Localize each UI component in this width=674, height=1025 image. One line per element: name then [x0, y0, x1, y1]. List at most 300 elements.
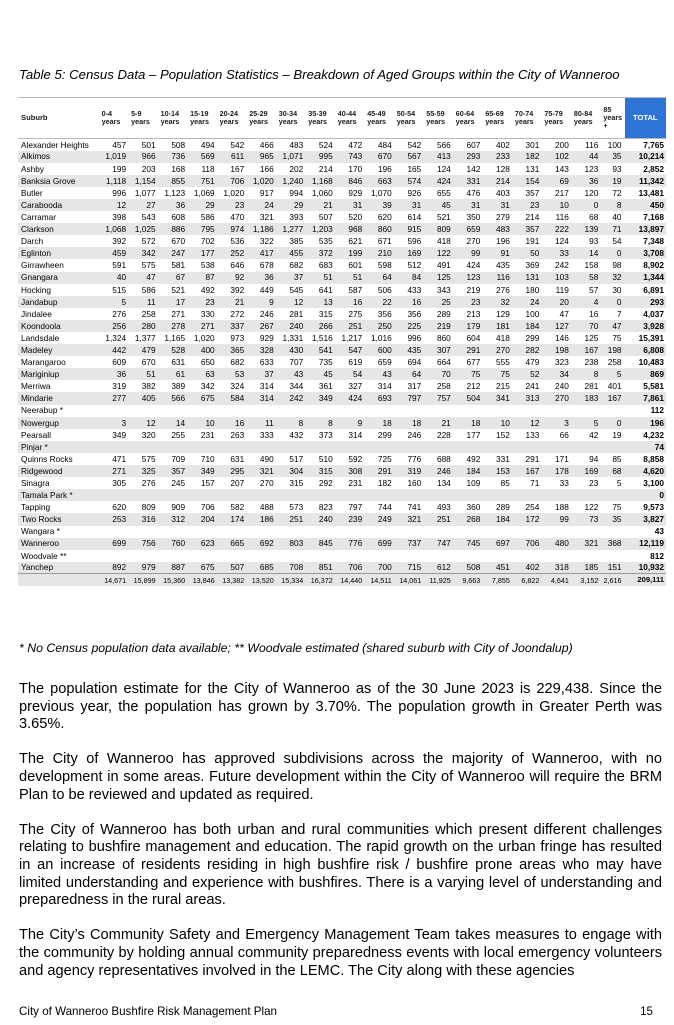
suburb-name-cell: Yanchep — [18, 562, 100, 574]
table-row — [18, 562, 666, 574]
table-cell: 178 — [542, 465, 572, 477]
total-cell: 8,858 — [625, 453, 666, 465]
table-cell: 100 — [601, 139, 624, 151]
total-cell: 7,765 — [625, 139, 666, 151]
table-cell: 85 — [601, 453, 624, 465]
table-cell — [454, 526, 484, 538]
total-cell: 15,391 — [625, 332, 666, 344]
table-cell: 191 — [513, 235, 543, 247]
table-cell: 1,217 — [336, 332, 366, 344]
table-cell: 198 — [542, 344, 572, 356]
table-cell: 10 — [188, 417, 218, 429]
table-cell: 776 — [336, 538, 366, 550]
table-cell: 64 — [365, 272, 395, 284]
table-row — [18, 151, 666, 163]
table-cell: 10 — [542, 199, 572, 211]
table-cell: 631 — [218, 453, 248, 465]
table-cell: 167 — [601, 392, 624, 404]
table-cell: 246 — [247, 308, 277, 320]
table-cell: 1,077 — [129, 187, 159, 199]
table-cell: 180 — [513, 284, 543, 296]
table-cell: 44 — [572, 151, 602, 163]
table-cell: 212 — [454, 380, 484, 392]
table-cell: 929 — [247, 332, 277, 344]
table-cell: 735 — [306, 356, 336, 368]
table-cell: 451 — [483, 562, 513, 574]
table-cell: 331 — [483, 453, 513, 465]
table-cell: 349 — [100, 429, 130, 441]
suburb-name-cell: Tamala Park * — [18, 489, 100, 501]
table-row — [18, 513, 666, 525]
table-cell: 1,516 — [306, 332, 336, 344]
table-cell: 664 — [424, 356, 454, 368]
total-cell: 3,928 — [625, 320, 666, 332]
table-cell — [218, 489, 248, 501]
suburb-name-cell: Quinns Rocks — [18, 453, 100, 465]
table-cell: 123 — [454, 272, 484, 284]
table-cell: 231 — [188, 429, 218, 441]
column-total-cell — [18, 574, 100, 586]
table-cell: 276 — [129, 477, 159, 489]
table-cell: 372 — [306, 247, 336, 259]
suburb-name-cell: Butler — [18, 187, 100, 199]
table-cell: 47 — [542, 308, 572, 320]
table-cell: 210 — [365, 247, 395, 259]
table-cell: 116 — [542, 211, 572, 223]
table-cell: 11 — [247, 417, 277, 429]
column-header: 80-84 years — [572, 98, 602, 139]
table-row — [18, 247, 666, 259]
table-row — [18, 344, 666, 356]
table-cell: 479 — [129, 344, 159, 356]
table-cell: 382 — [129, 380, 159, 392]
table-cell: 16 — [572, 308, 602, 320]
suburb-name-cell: Jandabup — [18, 296, 100, 308]
suburb-name-cell: Alexander Heights — [18, 139, 100, 151]
table-cell: 186 — [247, 513, 277, 525]
table-cell: 472 — [336, 139, 366, 151]
table-cell: 17 — [159, 296, 189, 308]
table-cell — [100, 489, 130, 501]
table-cell — [424, 441, 454, 453]
total-cell: 869 — [625, 368, 666, 380]
table-cell: 153 — [483, 465, 513, 477]
table-cell: 995 — [306, 151, 336, 163]
table-cell: 675 — [188, 562, 218, 574]
table-cell: 324 — [218, 380, 248, 392]
table-cell — [365, 526, 395, 538]
table-cell: 357 — [513, 223, 543, 235]
table-cell — [306, 405, 336, 417]
table-cell: 57 — [572, 284, 602, 296]
table-cell: 715 — [395, 562, 425, 574]
table-cell: 93 — [601, 163, 624, 175]
table-cell: 321 — [247, 465, 277, 477]
table-cell: 688 — [424, 453, 454, 465]
table-cell: 9 — [336, 417, 366, 429]
table-row — [18, 550, 666, 562]
table-cell: 322 — [247, 235, 277, 247]
suburb-name-cell: Darch — [18, 235, 100, 247]
table-cell — [336, 550, 366, 562]
table-cell: 845 — [306, 538, 336, 550]
table-cell: 109 — [454, 477, 484, 489]
total-cell: 7,168 — [625, 211, 666, 223]
table-cell: 37 — [247, 368, 277, 380]
table-row — [18, 538, 666, 550]
table-cell: 10 — [483, 417, 513, 429]
table-cell: 99 — [542, 513, 572, 525]
table-cell: 8 — [601, 199, 624, 211]
table-cell: 7 — [601, 308, 624, 320]
table-cell: 479 — [513, 356, 543, 368]
table-cell: 51 — [129, 368, 159, 380]
table-cell: 66 — [542, 429, 572, 441]
table-row — [18, 296, 666, 308]
table-cell: 650 — [188, 356, 218, 368]
table-cell: 271 — [159, 308, 189, 320]
table-body — [18, 139, 666, 574]
total-cell: 812 — [625, 550, 666, 562]
table-cell: 1,068 — [100, 223, 130, 235]
table-row — [18, 199, 666, 211]
table-cell: 392 — [100, 235, 130, 247]
table-cell: 328 — [247, 344, 277, 356]
table-row — [18, 308, 666, 320]
table-cell: 994 — [277, 187, 307, 199]
table-cell: 231 — [336, 477, 366, 489]
table-row — [18, 489, 666, 501]
paragraph: The City of Wanneroo has approved subdivisions across the majority of Wanneroo, with no development in some areas. Future development within the City of Wanneroo will require the BRM Plan to be reviewed and updated as required. — [19, 751, 662, 803]
table-row — [18, 380, 666, 392]
total-cell: 450 — [625, 199, 666, 211]
table-row — [18, 417, 666, 429]
column-header: 15-19 years — [188, 98, 218, 139]
table-totals-row — [18, 574, 666, 586]
table-cell: 214 — [513, 211, 543, 223]
table-cell: 619 — [336, 356, 366, 368]
table-cell — [572, 405, 602, 417]
footer-page-number: 15 — [640, 1005, 653, 1018]
table-cell: 131 — [513, 272, 543, 284]
table-cell: 751 — [188, 175, 218, 187]
table-cell: 316 — [129, 513, 159, 525]
table-cell: 39 — [365, 199, 395, 211]
table-cell: 238 — [572, 356, 602, 368]
table-cell: 253 — [100, 513, 130, 525]
table-header-row — [18, 98, 666, 139]
suburb-name-cell: Hocking — [18, 284, 100, 296]
column-header: 60-64 years — [454, 98, 484, 139]
table-cell: 587 — [336, 284, 366, 296]
column-total-cell: 7,855 — [483, 574, 513, 586]
column-total-cell: 14,671 — [100, 574, 130, 586]
table-cell: 139 — [572, 223, 602, 235]
table-cell: 289 — [483, 501, 513, 513]
table-cell: 569 — [188, 151, 218, 163]
total-cell: 293 — [625, 296, 666, 308]
table-cell: 70 — [424, 368, 454, 380]
table-cell: 424 — [424, 175, 454, 187]
table-cell — [100, 405, 130, 417]
table-cell: 1,203 — [306, 223, 336, 235]
table-cell: 1,071 — [277, 151, 307, 163]
table-cell: 692 — [247, 538, 277, 550]
table-cell: 198 — [601, 344, 624, 356]
table-cell: 507 — [306, 211, 336, 223]
table-cell: 1,165 — [159, 332, 189, 344]
table-cell: 172 — [513, 513, 543, 525]
table-cell: 321 — [395, 513, 425, 525]
table-cell: 492 — [188, 284, 218, 296]
table-cell: 271 — [188, 320, 218, 332]
table-cell: 18 — [395, 417, 425, 429]
table-row — [18, 526, 666, 538]
table-cell — [454, 441, 484, 453]
table-cell: 1,020 — [247, 175, 277, 187]
suburb-name-cell: Gnangara — [18, 272, 100, 284]
table-cell: 71 — [601, 223, 624, 235]
table-cell: 966 — [129, 151, 159, 163]
table-cell: 266 — [306, 320, 336, 332]
table-cell: 543 — [129, 211, 159, 223]
table-cell: 94 — [572, 453, 602, 465]
table-cell: 125 — [572, 332, 602, 344]
table-cell: 14 — [159, 417, 189, 429]
table-cell: 241 — [513, 380, 543, 392]
table-cell: 743 — [336, 151, 366, 163]
suburb-name-cell: Wanneroo — [18, 538, 100, 550]
table-cell: 337 — [218, 320, 248, 332]
suburb-name-cell: Marangaroo — [18, 356, 100, 368]
table-cell — [572, 526, 602, 538]
table-cell: 604 — [454, 332, 484, 344]
table-cell: 276 — [483, 284, 513, 296]
table-cell: 291 — [513, 453, 543, 465]
table-cell: 683 — [306, 259, 336, 271]
table-cell: 851 — [306, 562, 336, 574]
table-cell — [424, 405, 454, 417]
table-cell — [365, 550, 395, 562]
table-cell: 490 — [247, 453, 277, 465]
table-cell: 203 — [129, 163, 159, 175]
table-cell: 142 — [454, 163, 484, 175]
table-cell: 182 — [513, 151, 543, 163]
table-cell: 314 — [247, 380, 277, 392]
column-header-total: TOTAL — [625, 98, 666, 139]
table-cell: 575 — [129, 453, 159, 465]
table-row — [18, 163, 666, 175]
column-total-cell: 11,925 — [424, 574, 454, 586]
column-total-cell: 15,360 — [159, 574, 189, 586]
table-cell: 23 — [188, 296, 218, 308]
table-cell: 36 — [247, 272, 277, 284]
table-cell: 860 — [365, 223, 395, 235]
table-cell: 282 — [513, 344, 543, 356]
table-cell — [336, 526, 366, 538]
table-cell: 319 — [395, 465, 425, 477]
table-cell: 459 — [100, 247, 130, 259]
total-cell: 196 — [625, 417, 666, 429]
table-cell: 27 — [129, 199, 159, 211]
table-cell — [542, 489, 572, 501]
table-cell: 61 — [159, 368, 189, 380]
table-cell: 219 — [424, 320, 454, 332]
table-cell — [129, 405, 159, 417]
total-cell: 10,214 — [625, 151, 666, 163]
table-cell: 314 — [336, 429, 366, 441]
table-cell — [159, 489, 189, 501]
table-cell: 887 — [159, 562, 189, 574]
table-cell — [542, 526, 572, 538]
table-cell: 204 — [188, 513, 218, 525]
table-cell: 75 — [483, 368, 513, 380]
table-cell: 633 — [247, 356, 277, 368]
table-row — [18, 501, 666, 513]
table-cell — [188, 489, 218, 501]
table-cell: 1,025 — [129, 223, 159, 235]
table-cell: 926 — [395, 187, 425, 199]
table-cell: 255 — [159, 429, 189, 441]
table-cell: 623 — [188, 538, 218, 550]
table-cell: 349 — [306, 392, 336, 404]
table-cell: 892 — [100, 562, 130, 574]
table-cell: 369 — [513, 259, 543, 271]
table-cell: 267 — [247, 320, 277, 332]
table-cell — [159, 550, 189, 562]
column-header: 45-49 years — [365, 98, 395, 139]
table-cell: 483 — [277, 139, 307, 151]
table-cell: 12 — [100, 199, 130, 211]
table-cell: 3 — [542, 417, 572, 429]
table-cell: 385 — [277, 235, 307, 247]
table-cell: 1,123 — [159, 187, 189, 199]
table-cell: 182 — [365, 477, 395, 489]
table-cell: 574 — [395, 175, 425, 187]
table-cell: 512 — [395, 259, 425, 271]
table-cell: 1,069 — [188, 187, 218, 199]
table-cell: 174 — [218, 513, 248, 525]
table-cell: 75 — [601, 332, 624, 344]
table-cell: 400 — [188, 344, 218, 356]
table-cell: 199 — [336, 247, 366, 259]
table-cell: 528 — [159, 344, 189, 356]
table-cell: 199 — [100, 163, 130, 175]
table-cell: 685 — [247, 562, 277, 574]
table-cell: 24 — [513, 296, 543, 308]
table-cell: 675 — [188, 392, 218, 404]
table-cell: 356 — [395, 308, 425, 320]
table-cell: 33 — [542, 477, 572, 489]
table-cell: 305 — [100, 477, 130, 489]
total-cell: 2,852 — [625, 163, 666, 175]
table-cell: 0 — [601, 417, 624, 429]
table-cell: 342 — [129, 247, 159, 259]
table-cell: 433 — [395, 284, 425, 296]
table-cell: 424 — [454, 259, 484, 271]
total-cell: 4,620 — [625, 465, 666, 477]
table-cell: 252 — [218, 247, 248, 259]
table-cell: 5 — [601, 368, 624, 380]
table-cell: 32 — [483, 296, 513, 308]
table-cell: 823 — [306, 501, 336, 513]
table-cell: 43 — [365, 368, 395, 380]
table-cell: 0 — [572, 199, 602, 211]
table-cell: 68 — [601, 465, 624, 477]
table-cell: 405 — [129, 392, 159, 404]
column-header: 55-59 years — [424, 98, 454, 139]
table-cell: 315 — [306, 465, 336, 477]
table-row — [18, 405, 666, 417]
column-total-cell: 16,372 — [306, 574, 336, 586]
column-header: 5-9 years — [129, 98, 159, 139]
table-cell: 214 — [483, 175, 513, 187]
table-cell: 1,324 — [100, 332, 130, 344]
table-footnote: * No Census population data available; ** Woodvale estimated (shared suburb with City of Joondalup) — [19, 641, 573, 655]
table-cell: 128 — [483, 163, 513, 175]
table-cell: 401 — [601, 380, 624, 392]
table-cell: 217 — [542, 187, 572, 199]
table-cell: 736 — [159, 151, 189, 163]
suburb-name-cell: Merriwa — [18, 380, 100, 392]
table-cell: 350 — [454, 211, 484, 223]
table-cell: 293 — [454, 151, 484, 163]
table-cell: 9 — [247, 296, 277, 308]
table-cell: 16 — [218, 417, 248, 429]
table-cell: 133 — [513, 429, 543, 441]
table-cell: 709 — [159, 453, 189, 465]
table-cell: 19 — [601, 429, 624, 441]
table-cell: 598 — [365, 259, 395, 271]
table-cell: 270 — [454, 235, 484, 247]
table-cell: 349 — [188, 465, 218, 477]
table-cell: 251 — [277, 513, 307, 525]
table-row — [18, 332, 666, 344]
table-cell: 270 — [483, 344, 513, 356]
table-cell: 4 — [572, 296, 602, 308]
table-cell: 757 — [424, 392, 454, 404]
table-cell: 184 — [513, 320, 543, 332]
table-cell — [395, 550, 425, 562]
table-cell: 403 — [483, 187, 513, 199]
table-cell: 418 — [483, 332, 513, 344]
total-cell: 13,897 — [625, 223, 666, 235]
table-cell — [424, 526, 454, 538]
table-cell — [365, 489, 395, 501]
total-cell: 74 — [625, 441, 666, 453]
table-cell: 207 — [218, 477, 248, 489]
table-cell: 5 — [100, 296, 130, 308]
table-cell: 974 — [218, 223, 248, 235]
table-cell: 542 — [218, 139, 248, 151]
table-cell: 124 — [424, 163, 454, 175]
table-cell: 536 — [218, 235, 248, 247]
table-cell: 16 — [395, 296, 425, 308]
table-cell: 170 — [336, 163, 366, 175]
table-cell: 32 — [601, 272, 624, 284]
table-cell: 228 — [424, 429, 454, 441]
total-cell: 3,100 — [625, 477, 666, 489]
table-cell: 281 — [277, 308, 307, 320]
table-cell: 1,240 — [277, 175, 307, 187]
table-cell — [483, 550, 513, 562]
paragraph: The City’s Community Safety and Emergency Management Team takes measures to engage with the community by holding annual community preparedness events with local emergency volunteers and agency representatives involved in the LEMC. The City along with these agencies — [19, 927, 662, 979]
total-cell: 8,902 — [625, 259, 666, 271]
table-cell: 678 — [247, 259, 277, 271]
table-cell: 620 — [100, 501, 130, 513]
table-cell: 756 — [129, 538, 159, 550]
suburb-name-cell: Pearsall — [18, 429, 100, 441]
